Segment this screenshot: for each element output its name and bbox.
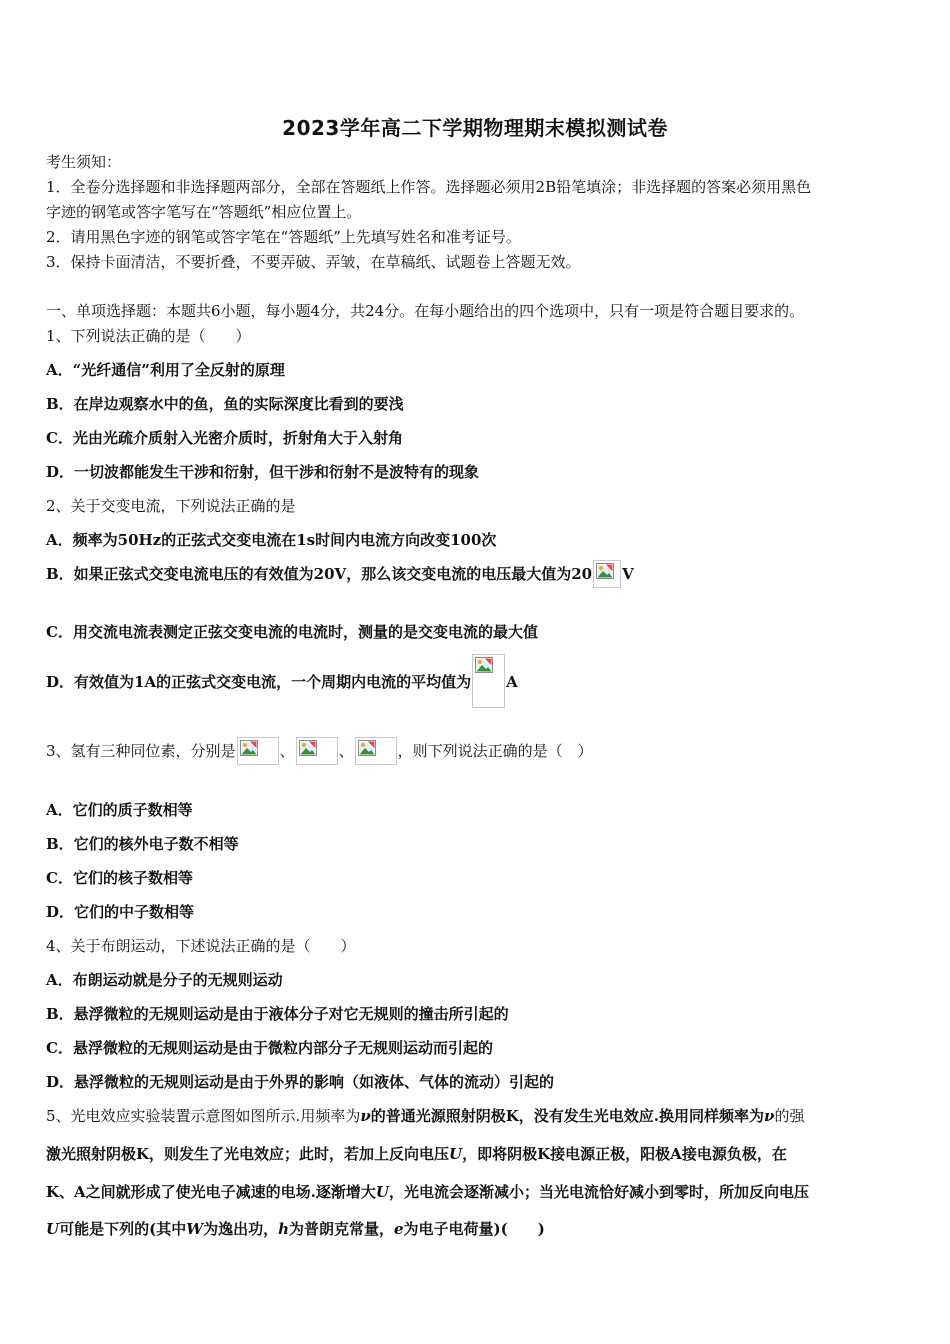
q2-option-a: A．频率为50Hz的正弦式交变电流在1s时间内电流方向改变100次 [46, 531, 497, 549]
q3-separator: 、 [279, 742, 295, 760]
q5-text: 激光照射阴极K，则发生了光电效应；此时，若加上反向电压 [46, 1145, 450, 1163]
q5-text: ，即将阴极K接电源正极，阳极A接电源负极，在 [462, 1145, 787, 1163]
q3-separator: 、 [338, 742, 354, 760]
q5-text: 的强 [774, 1107, 805, 1125]
q5-text: 5、光电效应实验装置示意图如图所示.用频率为 [46, 1107, 361, 1125]
q4-stem: 4、关于布朗运动，下述说法正确的是（ ） [46, 937, 356, 955]
q5-charge-symbol: e [394, 1220, 404, 1238]
q3-option-b: B．它们的核外电子数不相等 [46, 835, 239, 853]
q5-frequency-symbol: ν [360, 1107, 371, 1125]
notice-heading: 考生须知： [46, 153, 122, 171]
q5-stem-line-1 [46, 1106, 906, 1126]
q5-text: 为电子电荷量)( ) [403, 1220, 545, 1238]
q2-option-c: C．用交流电流表测定正弦交变电流的电流时，测量的是交变电流的最大值 [46, 623, 538, 641]
q5-work-function-symbol: W [186, 1220, 204, 1238]
q5-text: 为普朗克常量， [288, 1220, 394, 1238]
broken-image-icon [358, 740, 376, 756]
q5-stem-line-4 [46, 1219, 906, 1239]
q5-planck-symbol: h [278, 1220, 289, 1238]
q3-stem-text: 3、氢有三种同位素，分别是 [46, 742, 236, 760]
q3-option-c: C．它们的核子数相等 [46, 869, 193, 887]
hydrogen-isotope-1-image [237, 737, 279, 765]
q2-option-d [46, 654, 906, 708]
broken-image-icon [240, 740, 258, 756]
broken-image-icon [299, 740, 317, 756]
q2-option-d-text: D．有效值为1A的正弦式交变电流，一个周期内电流的平均值为 [46, 673, 472, 691]
q5-text: 可能是下列的(其中 [59, 1220, 187, 1238]
q5-text: ，光电流会逐渐减小；当光电流恰好减小到零时，所加反向电压 [389, 1183, 810, 1201]
q4-option-a: A．布朗运动就是分子的无规则运动 [46, 971, 283, 989]
q5-text: 的普通光源照射阴极K，没有发生光电效应.换用同样频率为 [370, 1107, 765, 1125]
broken-image-icon [475, 657, 493, 673]
q5-stem-line-2 [46, 1144, 906, 1164]
q4-option-c: C．悬浮微粒的无规则运动是由于微粒内部分子无规则运动而引起的 [46, 1039, 493, 1057]
q5-voltage-symbol: U [375, 1183, 389, 1201]
page-title: 2023学年高二下学期物理期末模拟测试卷 [282, 116, 668, 140]
q3-stem [46, 737, 906, 765]
q2-stem: 2、关于交变电流，下列说法正确的是 [46, 497, 296, 515]
q5-text: 为逸出功， [203, 1220, 279, 1238]
q3-option-d: D．它们的中子数相等 [46, 903, 195, 921]
q1-option-c: C．光由光疏介质射入光密介质时，折射角大于入射角 [46, 429, 403, 447]
q4-option-d: D．悬浮微粒的无规则运动是由于外界的影响（如液体、气体的流动）引起的 [46, 1073, 555, 1091]
q5-stem-line-3 [46, 1182, 906, 1202]
q5-text: K、A之间就形成了使光电子减速的电场.逐渐增大 [46, 1183, 376, 1201]
q2-option-b-text: B．如果正弦式交变电流电压的有效值为20V，那么该交变电流的电压最大值为20 [46, 565, 593, 583]
notice-item-1: 1．全卷分选择题和非选择题两部分，全部在答题纸上作答。选择题必须用2B铅笔填涂；非选择题的答案必须用黑色 [46, 178, 812, 196]
notice-item-2: 2．请用黑色字迹的钢笔或答字笔在“答题纸”上先填写姓名和准考证号。 [46, 228, 521, 246]
q1-option-d: D．一切波都能发生干涉和衍射，但干涉和衍射不是波特有的现象 [46, 463, 480, 481]
q3-option-a: A．它们的质子数相等 [46, 801, 193, 819]
q5-frequency-symbol: ν [764, 1107, 775, 1125]
notice-item-1-cont: 字迹的钢笔或答字笔写在“答题纸”相应位置上。 [46, 203, 362, 221]
q2-option-b [46, 560, 906, 588]
q2-option-d-unit: A [506, 673, 518, 691]
hydrogen-isotope-3-image [355, 737, 397, 765]
q1-option-a: A．“光纤通信”利用了全反射的原理 [46, 361, 285, 379]
q5-voltage-symbol: U [449, 1145, 463, 1163]
average-current-formula-image [472, 654, 505, 708]
q5-voltage-symbol: U [46, 1220, 60, 1238]
q1-option-b: B．在岸边观察水中的鱼，鱼的实际深度比看到的要浅 [46, 395, 404, 413]
broken-image-icon [596, 563, 614, 579]
section-heading: 一、单项选择题：本题共6小题，每小题4分，共24分。在每小题给出的四个选项中，只有一项是符合题目要求的。 [46, 302, 805, 320]
q2-option-b-unit: V [622, 565, 634, 583]
notice-item-3: 3．保持卡面清洁，不要折叠，不要弄破、弄皱，在草稿纸、试题卷上答题无效。 [46, 253, 581, 271]
hydrogen-isotope-2-image [296, 737, 338, 765]
sqrt-two-formula-image [593, 560, 621, 588]
q1-stem: 1、下列说法正确的是（ ） [46, 327, 251, 345]
q3-stem-tail: ，则下列说法正确的是（ ） [397, 742, 593, 760]
q4-option-b: B．悬浮微粒的无规则运动是由于液体分子对它无规则的撞击所引起的 [46, 1005, 509, 1023]
